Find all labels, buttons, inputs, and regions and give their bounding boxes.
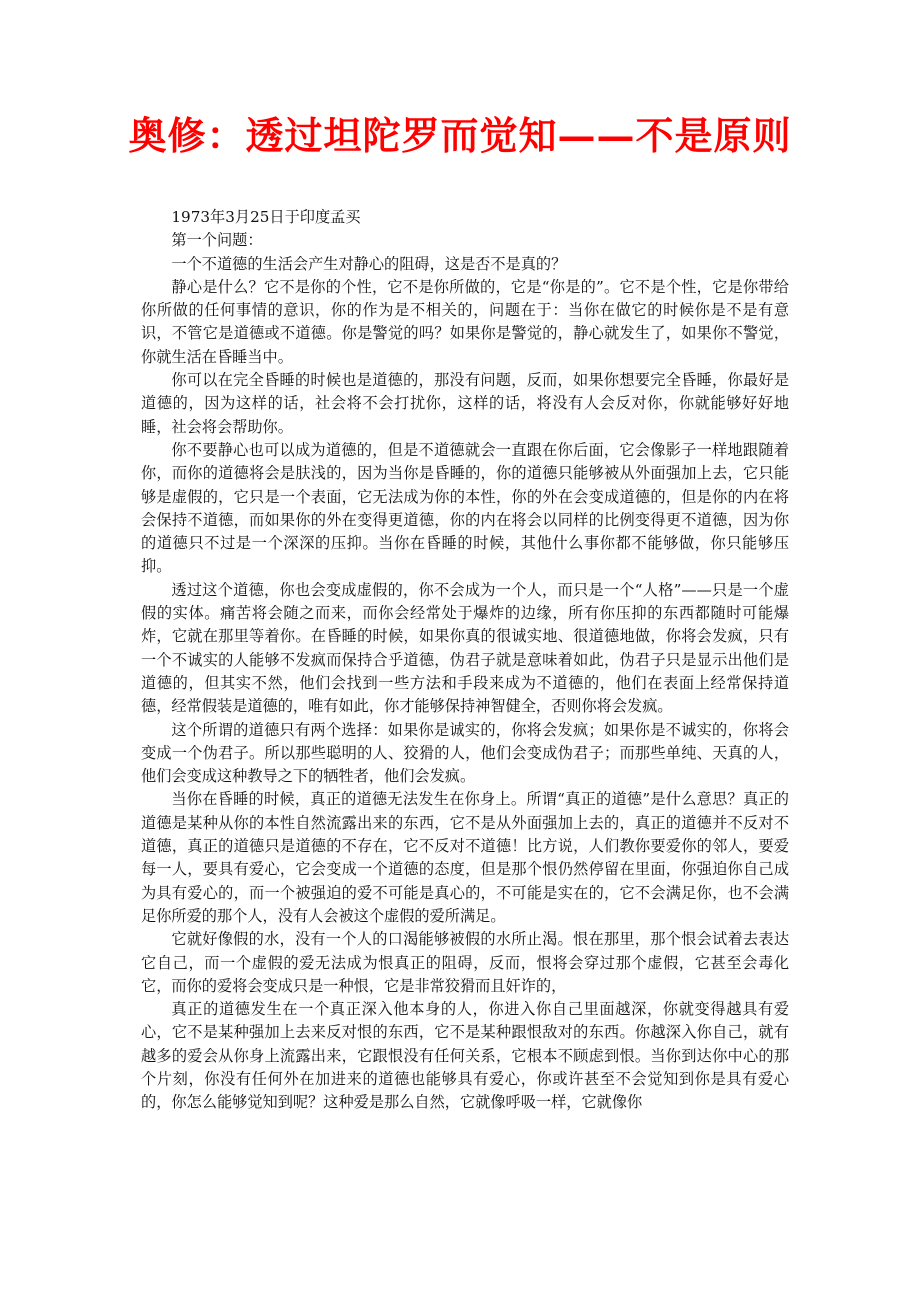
paragraph: 当你在昏睡的时候，真正的道德无法发生在你身上。所谓“真正的道德”是什么意思？真正的道德是某种从你的本性自然流露出来的东西，它不是从外面强加上去的，真正的道德并不反对不道德，真正的道德只是道德的不存在，它不反对不道德！比方说，人们教你要爱你的邻人，要爱每一人，要具有爱心，它会变成一个道德的态度，但是那个恨仍然停留在里面，你强迫你自己成为具有爱心的，而一个被强迫的爱不可能是真心的，不可能是实在的，它不会满足你，也不会满足你所爱的那个人，没有人会被这个虚假的爱所满足。: [141, 790, 789, 925]
document-body: [141, 206, 789, 1115]
paragraph: 这个所谓的道德只有两个选择：如果你是诚实的，你将会发疯；如果你是不诚实的，你将会变成一个伪君子。所以那些聪明的人、狡猾的人，他们会变成伪君子；而那些单纯、天真的人，他们会变成这种教导之下的牺牲者，他们会发疯。: [141, 720, 789, 786]
paragraph: 静心是什么？它不是你的个性，它不是你所做的，它是“你是的”。它不是个性，它是你带给你所做的任何事情的意识，你的作为是不相关的，问题在于：当你在做它的时候你是不是有意识，不管它是道德或不道德。你是警觉的吗？如果你是警觉的，静心就发生了，如果你不警觉，你就生活在昏睡当中。: [141, 277, 789, 366]
paragraph: 透过这个道德，你也会变成虚假的，你不会成为一个人，而只是一个“人格”——只是一个虚假的实体。痛苦将会随之而来，而你会经常处于爆炸的边缘，所有你压抑的东西都随时可能爆炸，它就在那里等着你。在昏睡的时候，如果你真的很诚实地、很道德地做，你将会发疯，只有一个不诚实的人能够不发疯而保持合乎道德，伪君子就是意味着如此，伪君子只是显示出他们是道德的，但其实不然，他们会找到一些方法和手段来成为不道德的，他们在表面上经常保持道德，经常假装是道德的，唯有如此，你才能够保持神智健全，否则你将会发疯。: [141, 580, 789, 716]
paragraph: 真正的道德发生在一个真正深入他本身的人，你进入你自己里面越深，你就变得越具有爱心，它不是某种强加上去来反对恨的东西，它不是某种跟恨敌对的东西。你越深入你自己，就有越多的爱会从你身上流露出来，它跟恨没有任何关系，它根本不顾虑到恨。当你到达你中心的那个片刻，你没有任何外在加进来的道德也能够具有爱心，你或许甚至不会觉知到你是具有爱心的，你怎么能够觉知到呢？这种爱是那么自然，它就像呼吸一样，它就像你: [141, 1000, 789, 1112]
paragraph: 你可以在完全昏睡的时候也是道德的，那没有问题，反而，如果你想要完全昏睡，你最好是道德的，因为这样的话，社会将不会打扰你，这样的话，将没有人会反对你，你就能够好好地睡，社会将会帮助你。: [141, 371, 789, 436]
paragraph-date-location: 1973年3月25日于印度孟买: [171, 208, 361, 226]
document-title: 奥修：透过坦陀罗而觉知——不是原则: [128, 113, 792, 158]
paragraph: 你不要静心也可以成为道德的，但是不道德就会一直跟在你后面，它会像影子一样地跟随着你，而你的道德将会是肤浅的，因为当你是昏睡的，你的道德只能够被从外面强加上去，它只能够是虚假的，它只是一个表面，它无法成为你的本性，你的外在会变成道德的，但是你的内在将会保持不道德，而如果你的外在变得更道德，你的内在将会以同样的比例变得更不道德，因为你的道德只不过是一个深深的压抑。当你在昏睡的时候，其他什么事你都不能够做，你只能够压抑。: [141, 440, 789, 576]
paragraph-question: 一个不道德的生活会产生对静心的阻碍，这是否不是真的？: [171, 254, 567, 273]
paragraph-question-heading: 第一个问题：: [171, 231, 263, 250]
paragraph: 它就好像假的水，没有一个人的口渴能够被假的水所止渴。恨在那里，那个恨会试着去表达它自己，而一个虚假的爱无法成为恨真正的阻碍，反而，恨将会穿过那个虚假，它甚至会毒化它，而你的爱将会变成只是一种恨，它是非常狡猾而且奸诈的，: [141, 930, 789, 995]
